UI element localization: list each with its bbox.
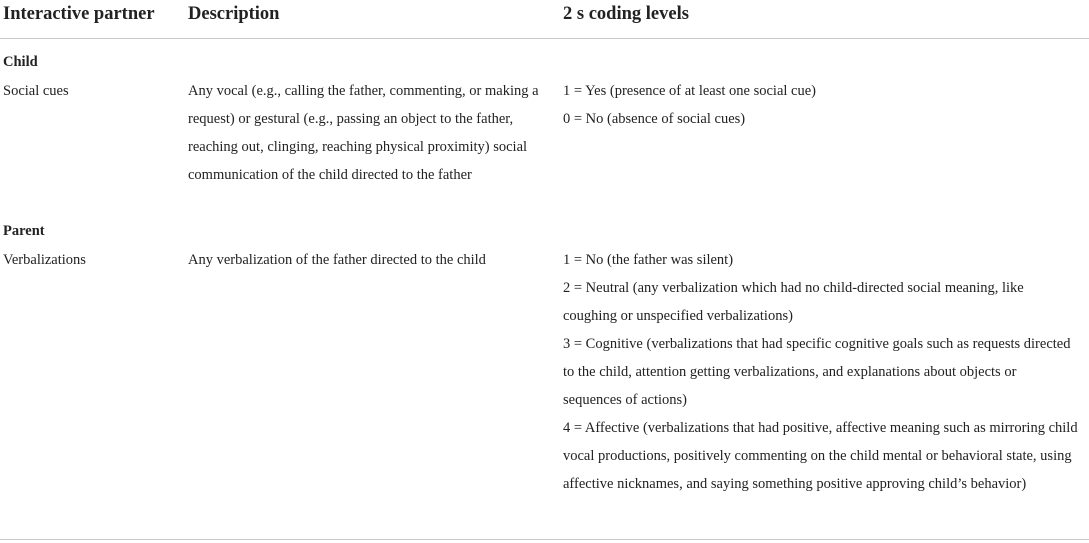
level-item: 3 = Cognitive (verbalizations that had specific cognitive goals such as requests directed to the child, attention getting verbalizations, and explanations about objects or sequences of actions) (563, 336, 1071, 408)
header-description: Description (188, 4, 280, 24)
section-title-child: Child (3, 54, 38, 70)
header-interactive-partner: Interactive partner (3, 4, 155, 24)
partner-social-cues: Social cues (3, 83, 69, 99)
section-title-parent: Parent (3, 223, 45, 239)
table-header (0, 0, 1089, 39)
level-item: 0 = No (absence of social cues) (563, 111, 746, 127)
partner-verbalizations: Verbalizations (3, 252, 86, 268)
level-item: 1 = No (the father was silent) (563, 252, 734, 268)
level-item: 1 = Yes (presence of at least one social cue) (563, 83, 816, 99)
description-social-cues: Any vocal (e.g., calling the father, commenting, or making a request) or gestural (e.g., passing an object to the father, reaching out, clinging, reaching physical proximity) social communication of the child directed to the father (188, 83, 539, 183)
levels-verbalizations (563, 246, 1078, 498)
header-coding-levels: 2 s coding levels (563, 4, 689, 24)
description-verbalizations: Any verbalization of the father directed to the child (188, 252, 486, 268)
level-item: 2 = Neutral (any verbalization which had no child-directed social meaning, like coughing or unspecified verbalizations) (563, 280, 1024, 324)
level-item: 4 = Affective (verbalizations that had positive, affective meaning such as mirroring child vocal productions, positively commenting on the child mental or behavioral state, using affective nicknames, and saying something positive approving child’s behavior) (563, 420, 1078, 492)
levels-social-cues (563, 77, 1083, 133)
table-bottom-rule (0, 539, 1089, 540)
